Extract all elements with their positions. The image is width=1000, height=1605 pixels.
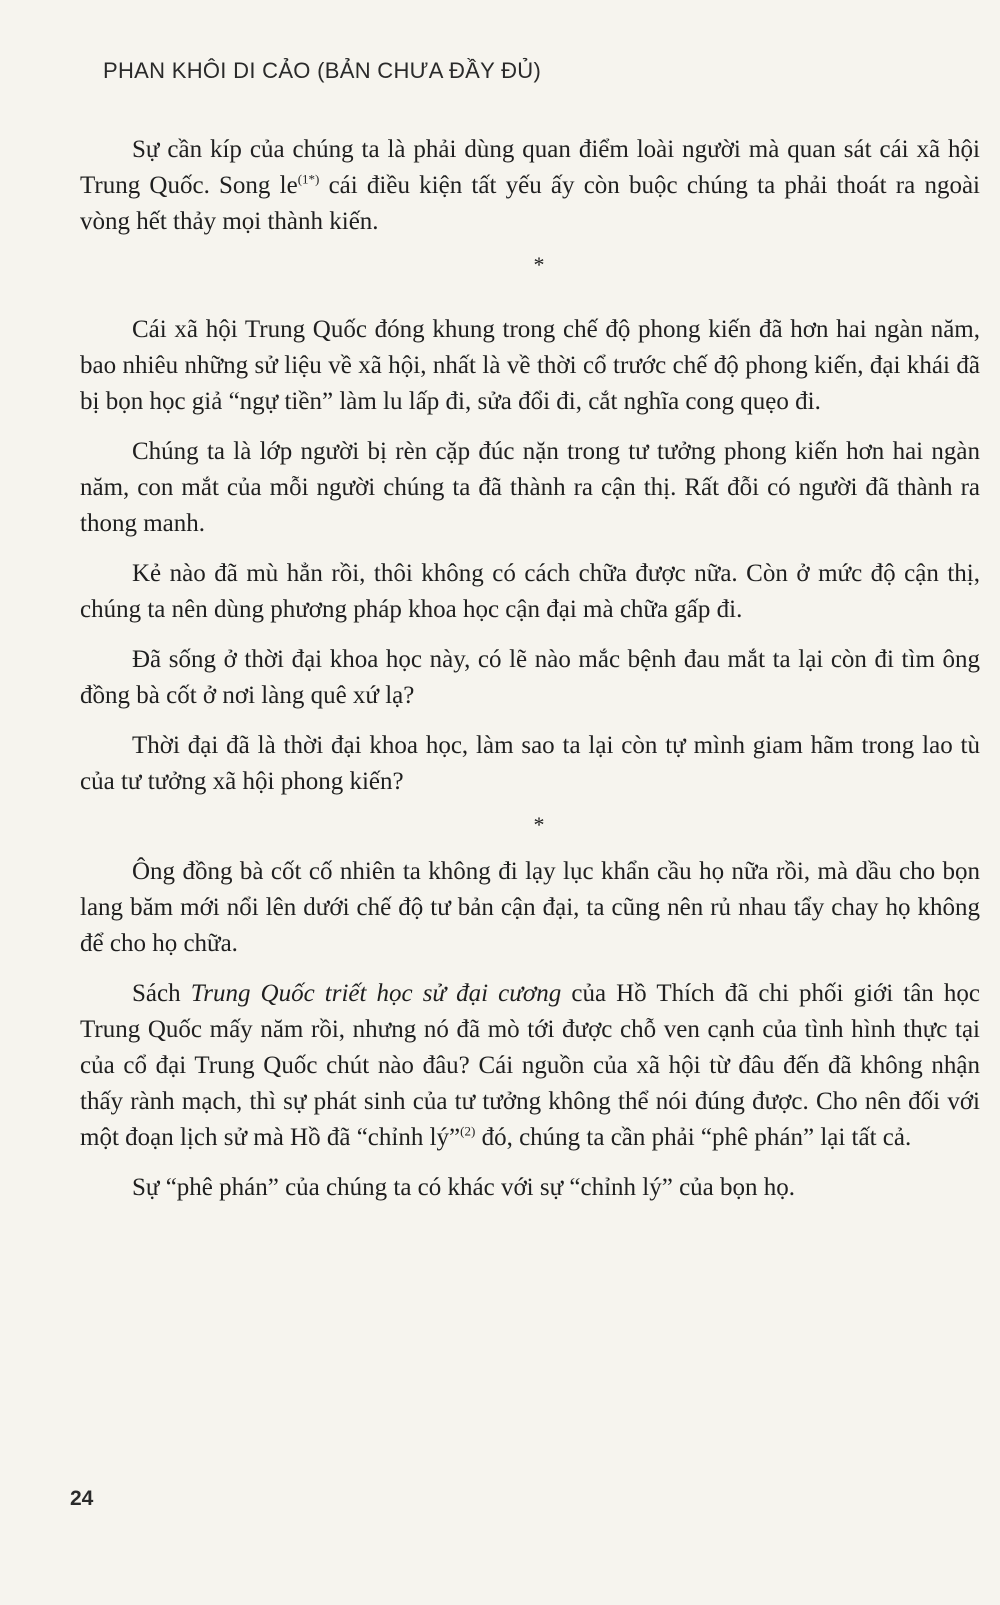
paragraph-2: Cái xã hội Trung Quốc đóng khung trong chế độ phong kiến đã hơn hai ngàn năm, bao nhiêu những sử liệu về xã hội, nhất là về thời cổ trước chế độ phong kiến, đại khái đã bị bọn học giả “ngự tiền” làm lu lấp đi, sửa đổi đi, cắt nghĩa cong quẹo đi. — [80, 316, 980, 415]
book-title-italic: Trung Quốc triết học sử đại cương — [190, 980, 562, 1007]
paragraph-1 — [80, 132, 980, 240]
paragraph-8 — [80, 976, 980, 1156]
paragraph-6: Thời đại đã là thời đại khoa học, làm sao ta lại còn tự mình giam hãm trong lao tù của tư tưởng xã hội phong kiến? — [80, 732, 980, 795]
paragraph-1-text-b: cái điều kiện tất yếu ấy còn buộc chúng ta phải thoát ra ngoài vòng hết thảy mọi thành kiến. — [80, 172, 980, 235]
body-text — [80, 132, 980, 1220]
page-number: 24 — [70, 1487, 94, 1510]
paragraph-4: Kẻ nào đã mù hẳn rồi, thôi không có cách chữa được nữa. Còn ở mức độ cận thị, chúng ta nên dùng phương pháp khoa học cận đại mà chữa gấp đi. — [80, 560, 980, 623]
paragraph-1-text-a: Sự cần kíp của chúng ta là phải dùng quan điểm loài người mà quan sát cái xã hội Trung Quốc. Song le — [80, 136, 980, 199]
paragraph-5: Đã sống ở thời đại khoa học này, có lẽ nào mắc bệnh đau mắt ta lại còn đi tìm ông đồng bà cốt ở nơi làng quê xứ lạ? — [80, 646, 980, 709]
section-separator-2: * — [533, 812, 545, 837]
section-separator-1: * — [533, 252, 545, 277]
paragraph-7: Ông đồng bà cốt cố nhiên ta không đi lạy lục khẩn cầu họ nữa rồi, mà dầu cho bọn lang băm mới nổi lên dưới chế độ tư bản cận đại, ta cũng nên rủ nhau tẩy chay họ không để cho họ chữa. — [80, 858, 980, 957]
paragraph-8-text-b: của Hồ Thích đã chi phối giới tân học Trung Quốc mấy năm rồi, nhưng nó đã mò tới được chỗ ven cạnh của tình hình thực tại của cổ đại Trung Quốc chút nào đâu? Cái nguồn của xã hội từ đâu đến đã không nhận thấy rành mạch, thì sự phát sinh của tư tưởng không thể nói đúng được. Cho nên đối với một đoạn lịch sử mà Hồ đã “chỉnh lý” — [80, 980, 980, 1151]
footnote-marker-1: (1*) — [297, 171, 320, 187]
paragraph-3: Chúng ta là lớp người bị rèn cặp đúc nặn trong tư tưởng phong kiến hơn hai ngàn năm, con mắt của mỗi người chúng ta đã thành ra cận thị. Rất đỗi có người đã thành ra thong manh. — [80, 438, 980, 537]
paragraph-9: Sự “phê phán” của chúng ta có khác với sự “chỉnh lý” của bọn họ. — [132, 1174, 796, 1201]
paragraph-8-text-a: Sách — [132, 980, 191, 1007]
paragraph-8-text-c: đó, chúng ta cần phải “phê phán” lại tất cả. — [475, 1124, 912, 1151]
footnote-marker-2: (2) — [460, 1123, 476, 1139]
running-header: PHAN KHÔI DI CẢO (BẢN CHƯA ĐẦY ĐỦ) — [103, 58, 542, 83]
